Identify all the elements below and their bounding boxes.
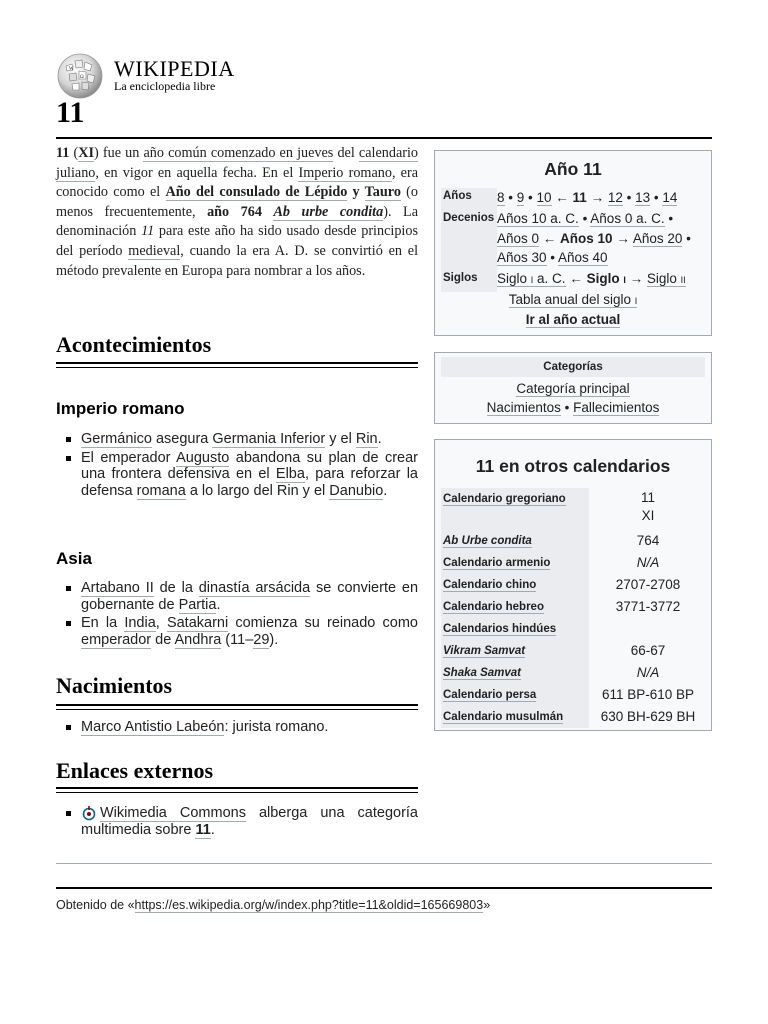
intro-text: ( xyxy=(69,145,79,161)
link-germania-inferior[interactable]: Germania Inferior xyxy=(212,431,326,447)
link-categoria-principal[interactable]: Categoría principal xyxy=(516,381,630,396)
link-text: Siglo xyxy=(586,271,624,286)
row-label-siglos: Siglos xyxy=(441,270,497,292)
calendar-link[interactable]: Calendario armenio xyxy=(443,557,551,569)
calendar-value-text: 3771-3772 xyxy=(615,599,681,614)
wikipedia-globe-logo[interactable] xyxy=(56,52,104,100)
link-year-12[interactable]: 12 xyxy=(607,190,623,205)
wikipedia-wordmark[interactable]: WIKIPEDIA xyxy=(114,56,235,81)
intro-text: (o menos frecuentemente, xyxy=(56,184,418,220)
item-text: y el xyxy=(325,431,356,447)
nacimientos-list xyxy=(56,719,418,738)
link-commons-11[interactable]: 11 xyxy=(195,821,211,838)
link-romana[interactable]: romana xyxy=(136,482,186,499)
intro-text: , cuando la era A. D. se convirtió en el método prevalente en Europa para nombrar a los años. xyxy=(56,242,419,279)
calendar-row xyxy=(441,552,705,574)
calendar-row xyxy=(441,618,705,640)
infobox-other-calendars xyxy=(434,439,712,731)
list-item xyxy=(56,805,418,838)
calendar-value xyxy=(591,618,705,640)
row-nac-fall xyxy=(435,400,711,415)
retrieved-suffix: » xyxy=(483,898,491,912)
link-ano-consulado[interactable]: Año del consulado de xyxy=(165,184,305,201)
row-tabla-anual xyxy=(435,292,711,307)
calendar-label xyxy=(441,488,589,530)
link-tabla-anual[interactable] xyxy=(509,292,638,308)
intro-italic-year: 11 xyxy=(141,223,155,240)
link-ano-comun[interactable]: año común comenzado en jueves xyxy=(143,145,334,161)
item-text: alberga una categoría multimedia sobre xyxy=(81,805,418,838)
calendar-label xyxy=(441,684,589,706)
title-divider xyxy=(56,137,712,139)
arrow-right: → xyxy=(586,190,608,205)
link-germanico[interactable]: Germánico xyxy=(81,431,152,447)
wikipedia-tagline: La enciclopedia libre xyxy=(114,79,216,93)
asia-list xyxy=(56,580,418,650)
item-text: a lo largo del Rin y el xyxy=(185,482,330,499)
link-decade-0-bc[interactable]: Años 0 a. C. xyxy=(590,211,665,226)
item-text: se convierte en gobernante de xyxy=(81,580,419,613)
calendar-label xyxy=(441,530,589,552)
calendar-label xyxy=(441,640,589,662)
link-marco-antistio-labeon[interactable]: Marco Antistio Labeón xyxy=(81,719,225,735)
item-text: , xyxy=(155,615,167,632)
link-year-8[interactable]: 8 xyxy=(497,190,505,205)
roman-numeral: I xyxy=(623,275,626,285)
calendar-row xyxy=(441,706,705,728)
link-wikimedia-commons[interactable]: Wikimedia Commons xyxy=(100,805,246,821)
subsection-heading-imperio-romano: Imperio romano xyxy=(56,399,185,418)
link-century-1-bc[interactable] xyxy=(497,271,566,287)
calendar-value xyxy=(591,552,705,574)
intro-bold-auc: año 764 xyxy=(207,203,274,220)
item-text: . xyxy=(383,482,388,499)
calendar-link[interactable]: Calendario musulmán xyxy=(443,711,564,723)
link-decade-10-bc[interactable]: Años 10 a. C. xyxy=(497,211,579,226)
section-heading-nacimientos: Nacimientos xyxy=(56,673,173,698)
intro-paragraph xyxy=(56,144,418,281)
link-andhra[interactable]: Andhra xyxy=(174,631,222,648)
link-nacimientos[interactable]: Nacimientos xyxy=(486,400,561,415)
intro-bold-title: 11 xyxy=(56,145,70,161)
calendar-link[interactable]: Vikram Samvat xyxy=(443,645,526,657)
separator: • xyxy=(664,211,674,226)
link-text: Tabla anual del siglo xyxy=(508,292,635,307)
calendar-row xyxy=(441,530,705,552)
calendar-value xyxy=(591,706,705,728)
link-lepido[interactable]: Lépido xyxy=(304,184,348,201)
calendar-label xyxy=(441,706,589,728)
current-century xyxy=(587,271,626,286)
link-fallecimientos[interactable]: Fallecimientos xyxy=(573,400,660,415)
calendar-link[interactable]: Ab Urbe condita xyxy=(443,535,532,547)
calendar-value-text: 764 xyxy=(636,533,660,548)
link-partia[interactable]: Partia xyxy=(178,596,217,613)
calendar-label xyxy=(441,574,589,596)
item-text: . xyxy=(377,431,382,447)
calendar-row xyxy=(441,574,705,596)
intro-text: , era conocido como el xyxy=(56,164,419,201)
separator: • xyxy=(524,190,537,205)
link-augusto[interactable]: Augusto xyxy=(176,449,230,466)
section-divider xyxy=(56,787,418,793)
intro-text: ). La denominación xyxy=(56,203,418,240)
svg-text:W: W xyxy=(69,67,74,72)
calendar-link[interactable]: Calendario gregoriano xyxy=(443,493,566,505)
calendar-value xyxy=(591,488,705,530)
retrieved-from xyxy=(56,898,490,912)
link-india[interactable]: India xyxy=(124,615,156,632)
calendar-row xyxy=(441,684,705,706)
calendar-link[interactable]: Calendario persa xyxy=(443,689,537,701)
intro-text: , en vigor en aquella fecha. En el xyxy=(95,164,299,181)
calendar-row xyxy=(441,488,705,530)
link-decade-0[interactable]: Años 0 xyxy=(497,230,540,246)
link-ir-al-ano-actual[interactable]: Ir al año actual xyxy=(525,312,621,327)
link-satakarni[interactable]: Satakarni xyxy=(166,615,229,632)
item-text: . xyxy=(210,821,215,838)
intro-text: y xyxy=(347,184,365,201)
calendar-row xyxy=(441,640,705,662)
link-elba[interactable]: Elba xyxy=(275,466,305,483)
item-text: : jurista romano. xyxy=(224,719,329,735)
link-decade-40[interactable]: Años 40 xyxy=(558,250,608,266)
calendar-label xyxy=(441,596,589,618)
section-heading-enlaces-externos: Enlaces externos xyxy=(56,758,214,783)
svg-text:Ω: Ω xyxy=(80,75,84,80)
calendar-value xyxy=(591,596,705,618)
list-item xyxy=(56,450,418,500)
arrow-right: → xyxy=(612,230,633,246)
item-text: (11– xyxy=(221,631,254,648)
link-text: Siglo xyxy=(646,271,681,286)
link-year-10[interactable]: 10 xyxy=(536,190,552,205)
calendar-label xyxy=(441,552,589,574)
page-title: 11 xyxy=(56,96,85,129)
categories-heading: Categorías xyxy=(441,357,705,377)
calendar-label xyxy=(441,662,589,684)
row-categoria-principal xyxy=(435,381,711,396)
calendar-value-text: 630 BH-629 BH xyxy=(600,709,696,724)
link-year-14[interactable]: 14 xyxy=(662,190,678,205)
link-artabano-ii[interactable]: Artabano II xyxy=(81,580,154,596)
arrow-left: ← xyxy=(551,190,573,205)
section-heading-acontecimientos: Acontecimientos xyxy=(56,332,212,357)
calendar-value xyxy=(591,640,705,662)
arrow-left: ← xyxy=(539,230,561,246)
row-ir-actual xyxy=(435,312,711,327)
link-ab-urbe-condita[interactable]: Ab urbe condita xyxy=(273,203,384,220)
calendar-value-text: N/A xyxy=(636,665,660,680)
intro-text: del xyxy=(333,145,359,161)
link-danubio[interactable]: Danubio xyxy=(329,482,384,499)
calendar-link[interactable]: Shaka Samvat xyxy=(443,667,521,679)
link-rin[interactable]: Rin xyxy=(355,431,378,447)
section-divider xyxy=(56,704,418,710)
calendar-value xyxy=(591,662,705,684)
list-item xyxy=(56,580,418,613)
link-medieval[interactable]: medieval xyxy=(128,242,181,259)
link-emperador[interactable]: emperador xyxy=(81,631,152,648)
intro-text: ) fue un xyxy=(94,145,144,161)
link-decade-30[interactable]: Años 30 xyxy=(497,250,547,266)
item-text: ). xyxy=(269,631,279,648)
link-century-2[interactable] xyxy=(647,271,686,287)
infobox-title: Año 11 xyxy=(544,159,602,179)
item-text: asegura xyxy=(151,431,213,447)
link-year-29[interactable]: 29 xyxy=(253,631,270,648)
separator: • xyxy=(560,400,574,415)
footer-divider xyxy=(56,887,712,889)
row-decenios xyxy=(497,209,703,268)
item-text: de la xyxy=(153,580,199,596)
item-text: abandona su plan de crear una frontera defensiva en el xyxy=(81,449,418,483)
intro-text: para este año ha sido usado desde principios del período xyxy=(56,223,418,259)
link-year-9[interactable]: 9 xyxy=(516,190,525,205)
retrieved-prefix: Obtenido de « xyxy=(56,898,135,912)
calendar-value-text: 66-67 xyxy=(630,643,666,658)
current-decade: Años 10 xyxy=(560,230,613,246)
link-text: Siglo xyxy=(497,271,531,286)
subsection-heading-asia: Asia xyxy=(56,549,92,568)
separator: • xyxy=(622,190,636,205)
row-anos xyxy=(497,188,703,208)
separator: • xyxy=(578,211,591,226)
roman-numeral: II xyxy=(680,275,686,285)
wikimedia-commons-icon xyxy=(81,805,97,821)
calendar-value-text: XI xyxy=(641,508,655,523)
separator: • xyxy=(504,190,517,205)
item-text: El emperador xyxy=(81,449,177,466)
link-imperio-romano[interactable]: Imperio romano xyxy=(298,164,392,181)
footer-divider xyxy=(56,863,712,864)
item-text: comienza su reinado como xyxy=(228,615,418,632)
calendar-value-text: 2707-2708 xyxy=(615,577,681,592)
row-label-anos: Años xyxy=(441,188,497,210)
link-year-13[interactable]: 13 xyxy=(635,190,651,205)
calendar-row xyxy=(441,596,705,618)
separator: • xyxy=(682,230,691,246)
list-item xyxy=(56,719,418,736)
row-siglos xyxy=(497,269,703,291)
calendar-value xyxy=(591,684,705,706)
section-divider xyxy=(56,362,418,368)
roman-numeral: I xyxy=(634,296,638,306)
calendar-value xyxy=(591,530,705,552)
separator: • xyxy=(546,250,559,266)
link-tauro[interactable]: Tauro xyxy=(364,184,401,201)
site-header xyxy=(56,52,356,100)
infobox-year-navigation xyxy=(434,150,712,336)
item-text: . xyxy=(216,596,221,613)
infobox-categories xyxy=(434,352,712,424)
infobox-title: 11 en otros calendarios xyxy=(475,456,671,476)
item-text: de xyxy=(151,631,175,648)
link-decade-20[interactable]: Años 20 xyxy=(632,230,683,246)
calendar-link[interactable]: Calendarios hindúes xyxy=(443,623,557,635)
roman-numeral: I xyxy=(530,275,534,285)
list-item xyxy=(56,615,418,648)
imperio-romano-list xyxy=(56,431,418,501)
calendar-row xyxy=(441,662,705,684)
arrow-left: ← xyxy=(565,271,587,286)
item-text: , para reforzar la defensa xyxy=(81,466,418,499)
arrow-right: → xyxy=(625,271,647,286)
calendar-link[interactable]: Calendario chino xyxy=(443,579,537,591)
link-dinastia-arsacida[interactable]: dinastía arsácida xyxy=(198,580,311,596)
link-calendario-juliano[interactable]: calendario juliano xyxy=(56,145,418,181)
calendar-value xyxy=(591,574,705,596)
row-label-decenios: Decenios xyxy=(441,210,497,271)
calendar-value-text: 11 xyxy=(640,490,655,505)
enlaces-list xyxy=(56,805,418,840)
separator: • xyxy=(650,190,663,205)
calendar-value-text: 611 BP-610 BP xyxy=(601,687,695,702)
link-text: a. C. xyxy=(533,271,566,286)
item-text: En la xyxy=(81,615,125,632)
list-item xyxy=(56,431,418,448)
calendar-link[interactable]: Calendario hebreo xyxy=(443,601,544,613)
current-year: 11 xyxy=(572,190,587,205)
calendar-value-text: N/A xyxy=(636,555,660,570)
link-permanent-url[interactable]: https://es.wikipedia.org/w/index.php?title=11&oldid=165669803 xyxy=(134,898,484,912)
calendar-label xyxy=(441,618,589,640)
link-roman-numeral[interactable]: XI xyxy=(78,145,95,161)
